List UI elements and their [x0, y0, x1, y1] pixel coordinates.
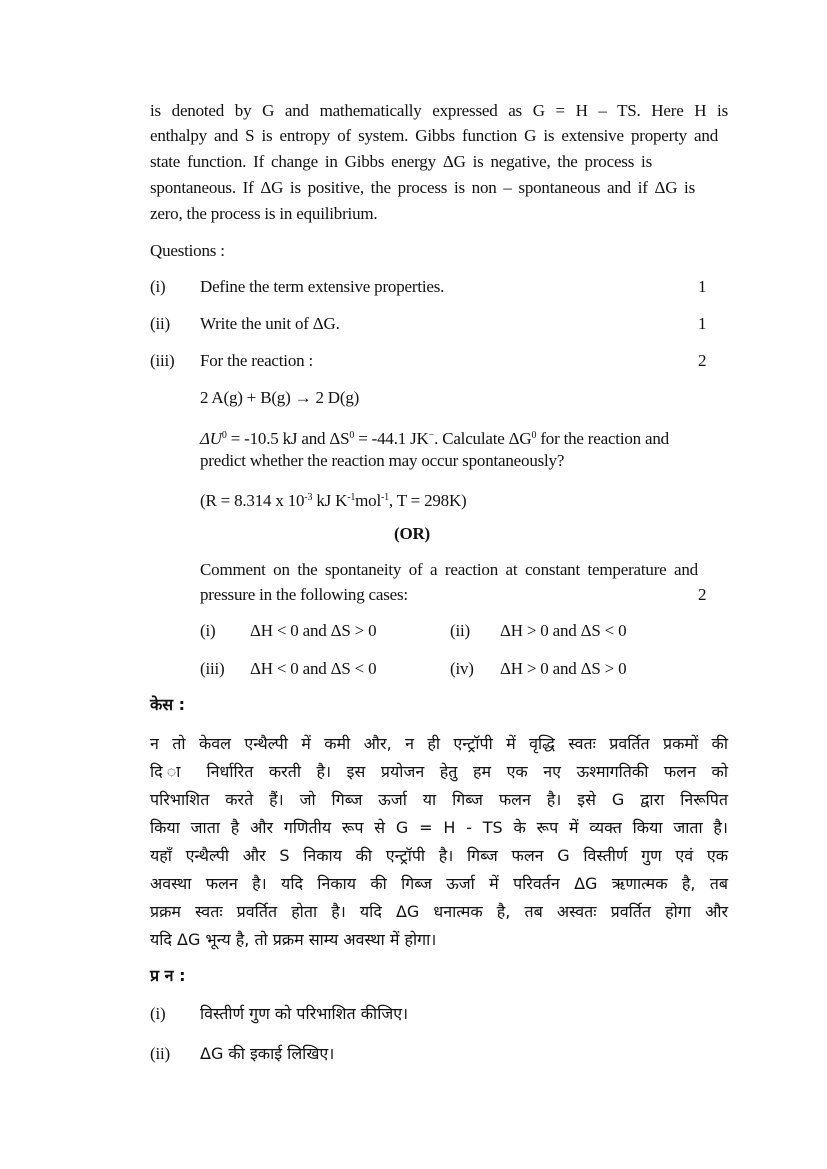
question-3-number: (iii): [150, 351, 175, 370]
alternative-line-2: pressure in the following cases:: [200, 585, 408, 604]
reaction-equation: 2 A(g) + B(g) → 2 D(g): [200, 388, 360, 407]
question-3-marks: 2: [698, 351, 707, 370]
hindi-question-1-number: (i): [150, 1004, 166, 1023]
hindi-question-2-number: (ii): [150, 1044, 170, 1063]
hindi-line-2: दि ा निर्धारित करती है। इस प्रयोजन हेतु हम एक नए ऊश्मागतिकी फलन को: [150, 762, 728, 781]
alternative-line-1: Comment on the spontaneity of a reaction at constant temperature and: [200, 560, 698, 579]
hindi-line-4: किया जाता है और गणितीय रूप से G = H - TS के रूप में व्यक्त किया जाता है।: [150, 818, 728, 837]
case-4-number: (iv): [450, 659, 474, 678]
case-1-text: ΔH < 0 and ΔS > 0: [250, 621, 377, 640]
question-1-text: Define the term extensive properties.: [200, 277, 445, 296]
question-2-marks: 1: [698, 314, 707, 333]
intro-line-1: is denoted by G and mathematically expressed as G = H – TS. Here H is: [150, 101, 728, 120]
questions-heading: Questions :: [150, 241, 225, 260]
hindi-line-8: यदि ΔG भून्य है, तो प्रक्रम साम्य अवस्था में होगा।: [150, 930, 437, 949]
reaction-constants: (R = 8.314 x $10^{-3}$ kJ $K^{-1}mol^{-1}$, T = 298K): [200, 491, 467, 510]
intro-line-3: state function. If change in Gibbs energy ΔG is negative, the process is: [150, 152, 652, 171]
intro-line-2: enthalpy and S is entropy of system. Gibbs function G is extensive property and: [150, 126, 718, 145]
alternative-marks: 2: [698, 585, 707, 604]
intro-line-5: zero, the process is in equilibrium.: [150, 204, 378, 223]
case-2-number: (ii): [450, 621, 470, 640]
question-2-number: (ii): [150, 314, 170, 333]
intro-line-4: spontaneous. If ΔG is positive, the process is non – spontaneous and if ΔG is: [150, 178, 695, 197]
case-2-text: ΔH > 0 and ΔS < 0: [500, 621, 627, 640]
question-3-text: For the reaction :: [200, 351, 314, 370]
hindi-line-7: प्रक्रम स्वतः प्रवर्तित होता है। यदि ΔG धनात्मक है, तब अस्वतः प्रवर्तित होगा और: [150, 902, 728, 921]
delta-u-symbol: ΔU: [200, 429, 222, 448]
case-3-text: ΔH < 0 and ΔS < 0: [250, 659, 377, 678]
hindi-line-3: परिभाशित करते हैं। जो गिब्ज ऊर्जा या गिब्ज फलन है। इसे G द्वारा निरूपित: [150, 790, 728, 809]
case-4-text: ΔH > 0 and ΔS > 0: [500, 659, 627, 678]
hindi-question-1-text: विस्तीर्ण गुण को परिभाशित कीजिए।: [200, 1004, 409, 1023]
question-1-number: (i): [150, 277, 166, 296]
hindi-line-1: न तो केवल एन्थैल्पी में कमी और, न ही एन्ट्रॉपी में वृद्धि स्वतः प्रवर्तित प्रकमों की: [150, 734, 728, 753]
or-label: (OR): [394, 524, 431, 543]
hindi-line-6: अवस्था फलन है। यदि निकाय की गिब्ज ऊर्जा में परिवर्तन ΔG ऋणात्मक है, तब: [150, 874, 728, 893]
hindi-line-5: यहाँ एन्थैल्पी और S निकाय की एन्ट्रॉपी है। गिब्ज फलन G विस्तीर्ण गुण एवं एक: [150, 846, 728, 865]
hindi-question-2-text: ΔG की इकाई लिखिए।: [200, 1044, 335, 1063]
reaction-given-values: $\Delta U^0 = -10.5$ kJ and $\Delta S^0 = -44.1$ JK−. Calculate $\Delta G^0$ for the reaction and: [200, 429, 669, 448]
question-1-marks: 1: [698, 277, 707, 296]
hindi-questions-heading: प्र न :: [150, 966, 186, 985]
case-3-number: (iii): [200, 659, 225, 678]
question-2-text: Write the unit of ΔG.: [200, 314, 340, 333]
reaction-question-line: predict whether the reaction may occur spontaneously?: [200, 451, 565, 470]
hindi-case-heading: केस :: [150, 695, 186, 714]
case-1-number: (i): [200, 621, 216, 640]
